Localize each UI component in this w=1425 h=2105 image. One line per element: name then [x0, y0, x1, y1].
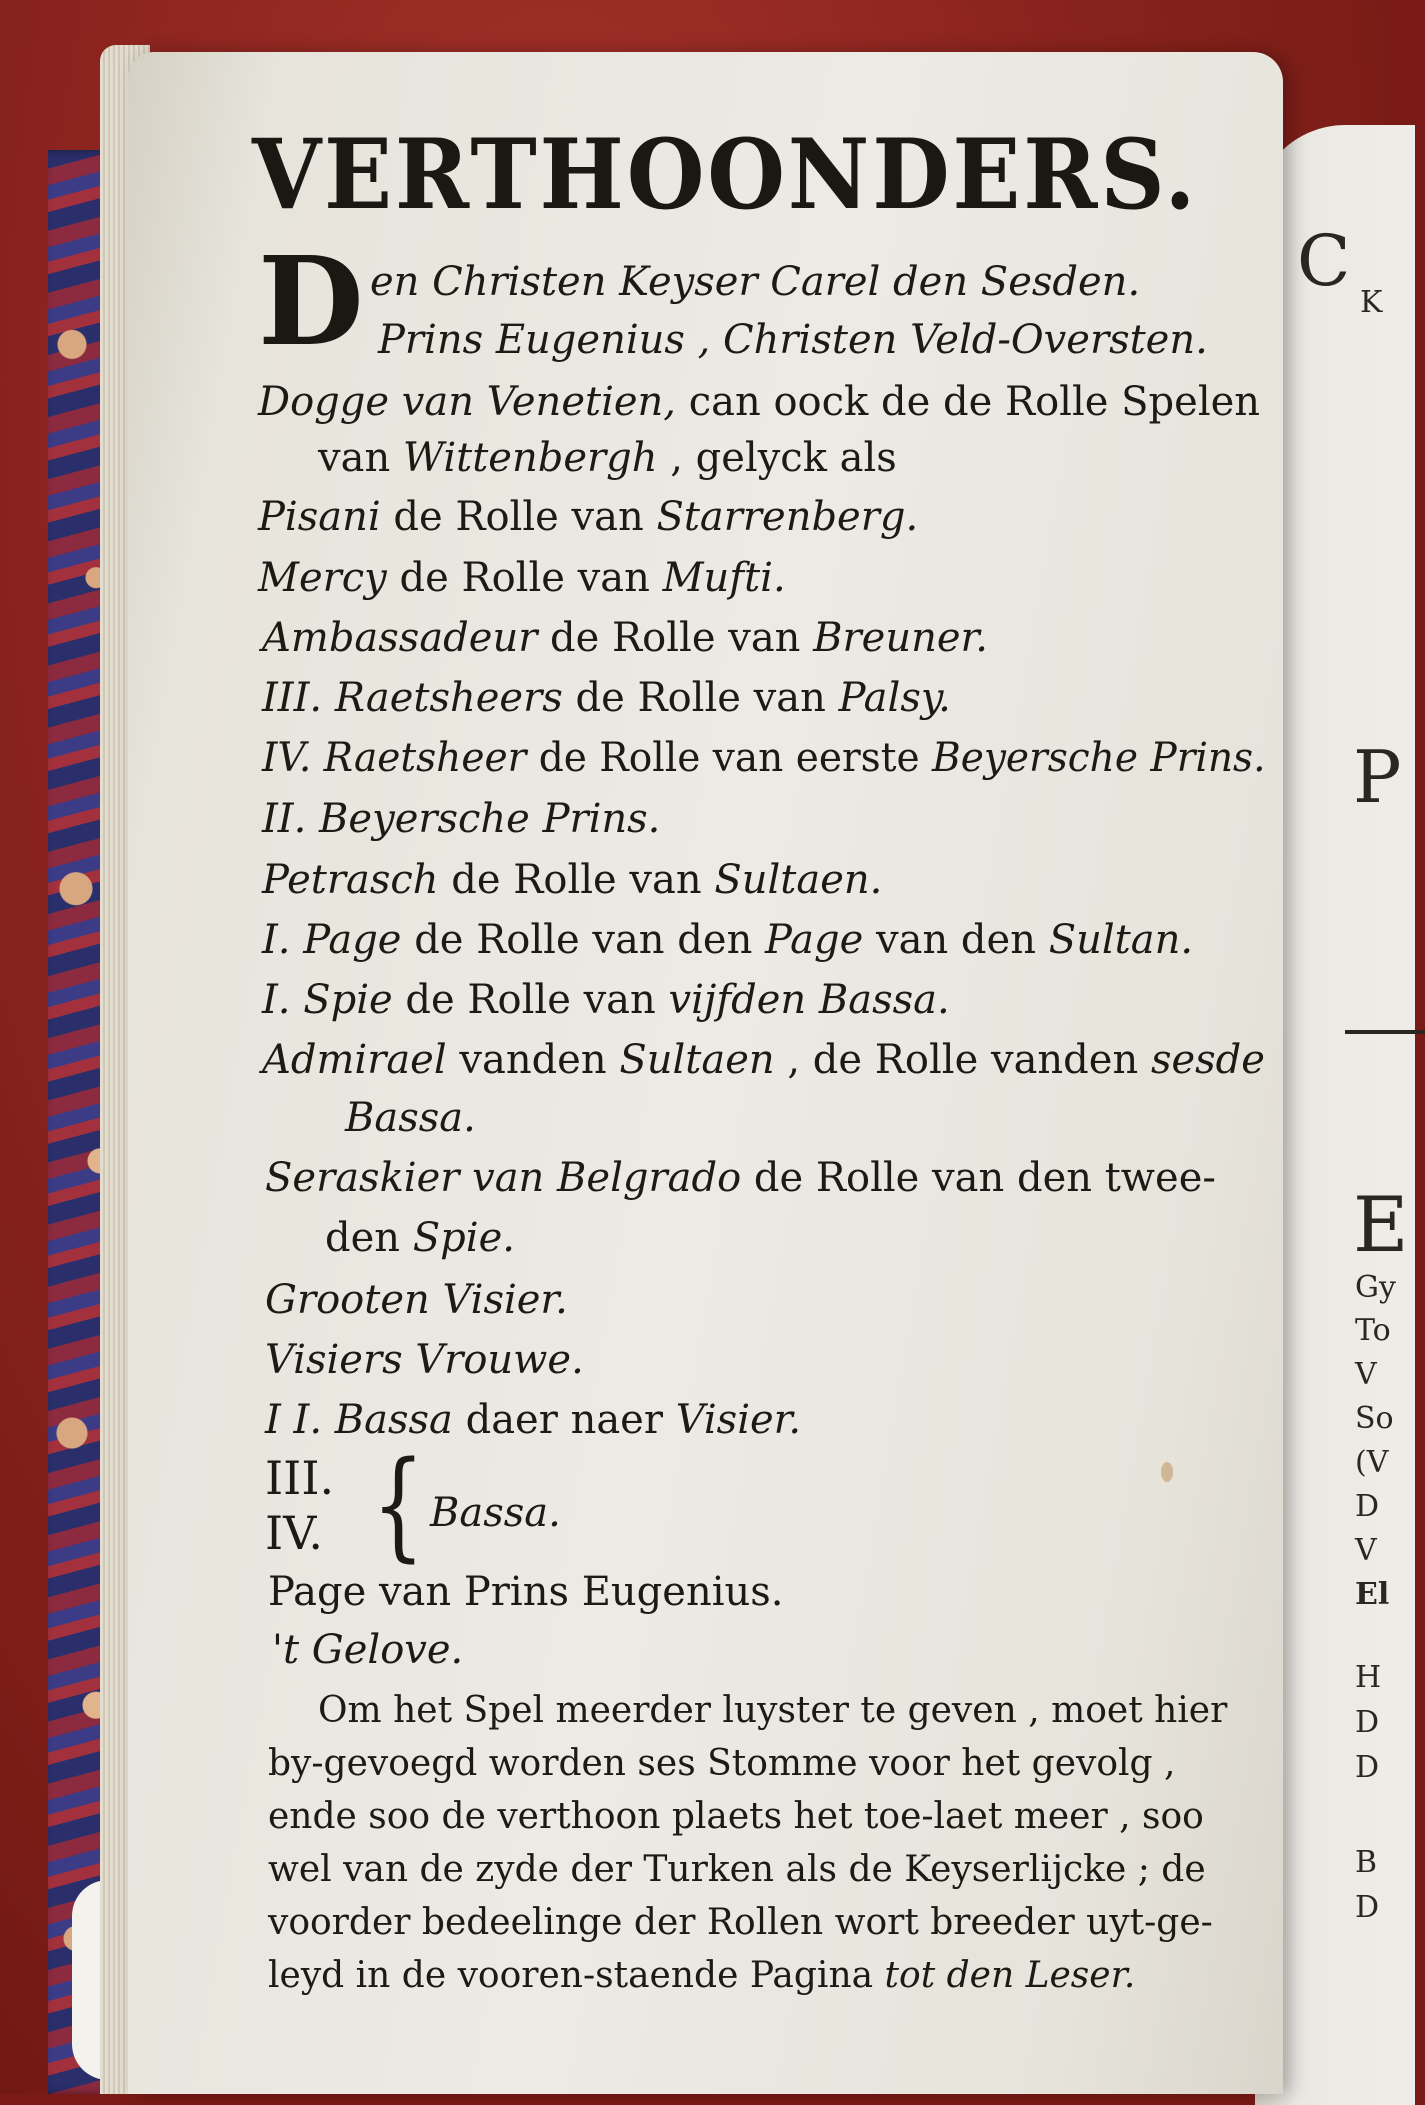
cast-line: I I. Bassa daer naer Visier.: [265, 1397, 802, 1443]
cast-line: Mercy de Rolle van Mufti.: [258, 555, 786, 601]
cast-line: Bassa.: [430, 1490, 561, 1536]
facing-fragment: K: [1360, 285, 1383, 320]
cast-line: Admirael vanden Sultaen , de Rolle vanden sesde: [262, 1037, 1265, 1083]
facing-fragment: Gy: [1355, 1270, 1396, 1305]
page-heading: VERTHOONDERS.: [252, 118, 1199, 231]
cast-line: Prins Eugenius , Christen Veld-Oversten.: [378, 317, 1208, 363]
facing-fragment: (V: [1355, 1445, 1389, 1480]
cast-line: en Christen Keyser Carel den Sesden.: [370, 259, 1141, 305]
cast-line: van Wittenbergh , gelyck als: [318, 435, 897, 481]
paragraph-line: ende soo de verthoon plaets het toe-laet meer , soo: [268, 1796, 1204, 1837]
facing-fragment: El: [1355, 1577, 1390, 1612]
facing-fragment: D: [1355, 1890, 1380, 1925]
cast-line: IV. Raetsheer de Rolle van eerste Beyersche Prins.: [262, 735, 1266, 781]
facing-fragment: P: [1353, 735, 1402, 819]
cast-line: Petrasch de Rolle van Sultaen.: [262, 857, 883, 903]
cast-line: Visiers Vrouwe.: [265, 1337, 584, 1383]
paragraph-line: by-gevoegd worden ses Stomme voor het gevolg ,: [268, 1743, 1176, 1784]
facing-fragment: D: [1355, 1489, 1380, 1524]
cast-line: Dogge van Venetien, can oock de de Rolle Spelen: [258, 379, 1261, 425]
facing-fragment: D: [1355, 1750, 1380, 1785]
facing-fragment: B: [1355, 1845, 1378, 1880]
cast-line: Pisani de Rolle van Starrenberg.: [258, 494, 919, 540]
cast-line: III.: [265, 1451, 335, 1505]
facing-fragment: E: [1353, 1180, 1409, 1269]
paragraph-line: voorder bedeelinge der Rollen wort breeder uyt-ge-: [268, 1902, 1213, 1943]
paragraph-italic-tail: tot den Leser.: [884, 1955, 1136, 1996]
paragraph-line: wel van de zyde der Turken als de Keyserlijcke ; de: [268, 1849, 1206, 1890]
cast-line: I. Page de Rolle van den Page van den Sultan.: [262, 917, 1194, 963]
facing-rule: [1345, 1030, 1425, 1034]
cast-line: III. Raetsheers de Rolle van Palsy.: [262, 675, 951, 721]
facing-fragment: So: [1355, 1401, 1394, 1436]
cast-line: 't Gelove.: [272, 1627, 464, 1673]
facing-fragment: C: [1297, 220, 1351, 302]
facing-fragment: V: [1355, 1533, 1377, 1568]
cast-line: II. Beyersche Prins.: [262, 796, 661, 842]
brace-glyph: {: [372, 1435, 425, 1573]
foxing-spot: [1161, 1462, 1173, 1482]
cast-line: den Spie.: [325, 1215, 515, 1261]
cast-line: Grooten Visier.: [265, 1277, 568, 1323]
cast-line: Bassa.: [345, 1095, 476, 1141]
cast-line: I. Spie de Rolle van vijfden Bassa.: [262, 977, 950, 1023]
drop-cap: D: [258, 229, 364, 373]
facing-fragment: To: [1355, 1313, 1391, 1348]
facing-fragment: D: [1355, 1705, 1380, 1740]
cast-line: Seraskier van Belgrado de Rolle van den twee-: [265, 1155, 1216, 1201]
cast-line: Page van Prins Eugenius.: [268, 1569, 784, 1615]
facing-fragment: V: [1355, 1357, 1377, 1392]
cast-line: IV.: [265, 1506, 323, 1560]
facing-fragment: H: [1355, 1660, 1382, 1695]
paragraph-line: leyd in de vooren-staende Pagina tot den Leser.: [268, 1955, 1136, 1996]
cast-line: Ambassadeur de Rolle van Breuner.: [262, 615, 988, 661]
paragraph-line: Om het Spel meerder luyster te geven , moet hier: [318, 1690, 1228, 1731]
